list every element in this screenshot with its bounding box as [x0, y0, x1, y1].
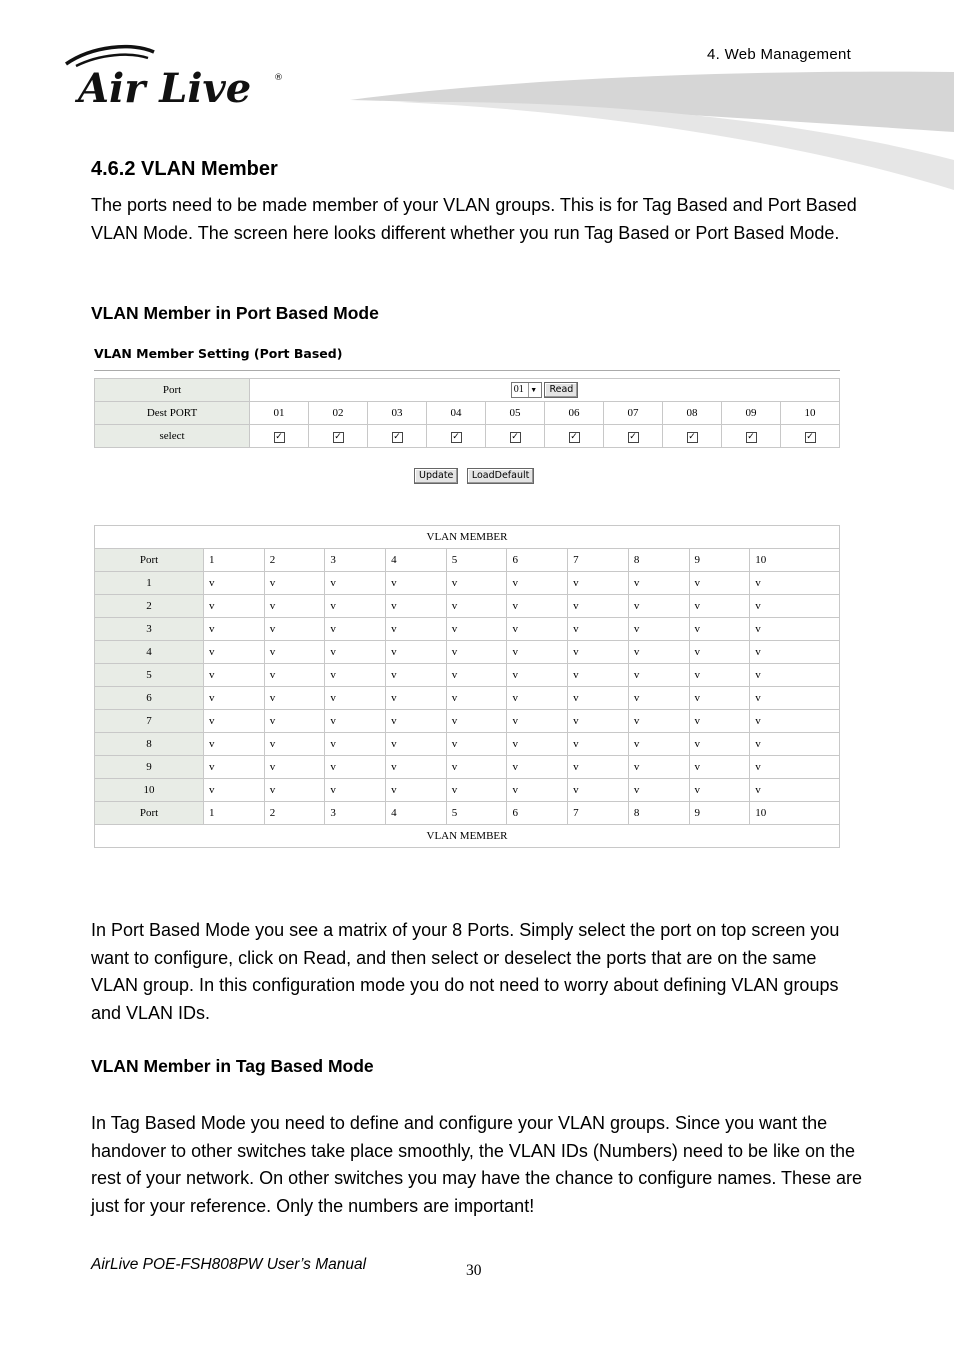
section-title: 4.6.2 VLAN Member	[91, 158, 278, 180]
matrix-cell: v	[204, 641, 265, 664]
read-button[interactable]: Read	[544, 382, 578, 398]
matrix-cell: v	[628, 618, 689, 641]
matrix-cell: v	[689, 595, 750, 618]
matrix-cell: v	[750, 618, 840, 641]
matrix-header-row	[95, 549, 840, 572]
matrix-column-header: 3	[325, 802, 386, 825]
matrix-cell: v	[507, 710, 568, 733]
matrix-cell: v	[750, 779, 840, 802]
port-based-paragraph: In Port Based Mode you see a matrix of your 8 Ports. Simply select the port on top screen you want to configure, click on Read, and then select or deselect the ports that are on the same VLAN group. In this configuration mode you do not need to worry about defining VLAN groups and VLAN IDs.	[91, 920, 840, 1023]
matrix-column-header: 2	[264, 802, 325, 825]
divider	[94, 370, 840, 371]
matrix-cell: v	[568, 572, 629, 595]
logo-wordmark: Air Live	[78, 65, 252, 110]
matrix-column-header: 1	[204, 802, 265, 825]
matrix-cell: v	[568, 664, 629, 687]
tag-based-paragraph: In Tag Based Mode you need to define and configure your VLAN groups. Since you want the handover to other switches take place smoothly, the VLAN IDs (Numbers) need to be like on the rest of your network. On other switches you may have the chance to configure names. These are just for your reference. Only the numbers are important!	[91, 1113, 863, 1216]
matrix-cell: v	[568, 687, 629, 710]
matrix-row-label: 4	[95, 641, 204, 664]
matrix-cell: v	[628, 641, 689, 664]
port-label: Port	[95, 379, 250, 402]
matrix-column-header: 9	[689, 802, 750, 825]
port-checkbox[interactable]: ✓	[570, 431, 578, 442]
matrix-cell: v	[750, 595, 840, 618]
matrix-cell: v	[628, 756, 689, 779]
matrix-column-header: 7	[568, 549, 629, 572]
port-checkbox[interactable]: ✓	[511, 431, 519, 442]
matrix-column-header: 1	[204, 549, 265, 572]
table-row	[95, 595, 840, 618]
matrix-cell: v	[507, 756, 568, 779]
select-cell	[663, 425, 722, 448]
table-row	[95, 779, 840, 802]
matrix-port-label: Port	[95, 549, 204, 572]
matrix-cell: v	[507, 733, 568, 756]
dest-port-cell: 08	[663, 402, 722, 425]
matrix-cell: v	[386, 733, 447, 756]
table-row	[95, 618, 840, 641]
footer-manual-title: AirLive POE-FSH808PW User’s Manual	[91, 1256, 367, 1273]
matrix-cell: v	[568, 618, 629, 641]
matrix-cell: v	[446, 618, 507, 641]
matrix-cell: v	[325, 618, 386, 641]
matrix-cell: v	[325, 641, 386, 664]
matrix-column-header: 2	[264, 549, 325, 572]
matrix-cell: v	[507, 618, 568, 641]
dest-port-label: Dest PORT	[95, 402, 250, 425]
select-cell	[545, 425, 604, 448]
page-number: 30	[466, 1262, 482, 1279]
matrix-cell: v	[264, 756, 325, 779]
matrix-cell: v	[446, 664, 507, 687]
select-cell	[722, 425, 781, 448]
dest-port-cell: 09	[722, 402, 781, 425]
matrix-cell: v	[204, 595, 265, 618]
matrix-row-label: 3	[95, 618, 204, 641]
matrix-cell: v	[750, 641, 840, 664]
matrix-cell: v	[446, 733, 507, 756]
matrix-cell: v	[628, 779, 689, 802]
matrix-cell: v	[204, 710, 265, 733]
dest-port-cell: 10	[781, 402, 840, 425]
matrix-cell: v	[386, 687, 447, 710]
port-select-value: 01	[513, 384, 524, 395]
matrix-column-header: 4	[386, 802, 447, 825]
select-cell	[604, 425, 663, 448]
matrix-column-header: 4	[386, 549, 447, 572]
matrix-cell: v	[689, 641, 750, 664]
matrix-cell: v	[750, 687, 840, 710]
select-row	[95, 425, 840, 448]
matrix-cell: v	[628, 595, 689, 618]
matrix-title: VLAN MEMBER	[95, 825, 840, 848]
select-cell	[250, 425, 309, 448]
matrix-cell: v	[264, 618, 325, 641]
matrix-cell: v	[325, 595, 386, 618]
port-select-cell	[250, 379, 840, 402]
matrix-cell: v	[264, 595, 325, 618]
port-checkbox[interactable]: ✓	[393, 431, 401, 442]
matrix-cell: v	[386, 779, 447, 802]
dest-port-cell: 06	[545, 402, 604, 425]
matrix-cell: v	[386, 710, 447, 733]
matrix-row-label: 6	[95, 687, 204, 710]
matrix-row-label: 2	[95, 595, 204, 618]
matrix-column-header: 3	[325, 549, 386, 572]
table-row	[95, 641, 840, 664]
matrix-column-header: 6	[507, 549, 568, 572]
matrix-cell: v	[689, 687, 750, 710]
matrix-cell: v	[325, 572, 386, 595]
matrix-header-row	[95, 802, 840, 825]
matrix-cell: v	[628, 687, 689, 710]
port-checkbox[interactable]: ✓	[806, 431, 814, 442]
airlive-logo	[62, 44, 292, 110]
table-row	[95, 664, 840, 687]
matrix-cell: v	[204, 733, 265, 756]
matrix-cell: v	[750, 664, 840, 687]
matrix-cell: v	[568, 710, 629, 733]
matrix-cell: v	[386, 756, 447, 779]
matrix-cell: v	[689, 756, 750, 779]
table-row	[95, 756, 840, 779]
matrix-cell: v	[325, 733, 386, 756]
matrix-cell: v	[264, 687, 325, 710]
port-checkbox[interactable]: ✓	[452, 431, 460, 442]
table-row	[95, 710, 840, 733]
matrix-cell: v	[264, 641, 325, 664]
matrix-column-header: 7	[568, 802, 629, 825]
matrix-column-header: 5	[446, 549, 507, 572]
port-select-row	[95, 379, 840, 402]
table-row	[95, 572, 840, 595]
matrix-column-header: 8	[628, 802, 689, 825]
select-cell	[368, 425, 427, 448]
matrix-cell: v	[568, 733, 629, 756]
matrix-row-label: 1	[95, 572, 204, 595]
table-row	[95, 733, 840, 756]
select-cell	[486, 425, 545, 448]
matrix-cell: v	[264, 572, 325, 595]
matrix-cell: v	[689, 710, 750, 733]
matrix-cell: v	[568, 641, 629, 664]
select-label: select	[95, 425, 250, 448]
matrix-column-header: 5	[446, 802, 507, 825]
port-checkbox[interactable]: ✓	[334, 431, 342, 442]
matrix-row-label: 8	[95, 733, 204, 756]
select-cell	[427, 425, 486, 448]
tag-based-heading: VLAN Member in Tag Based Mode	[91, 1056, 374, 1076]
svg-text:®: ®	[274, 73, 283, 83]
matrix-cell: v	[689, 664, 750, 687]
port-select[interactable]	[511, 382, 542, 398]
port-based-heading: VLAN Member in Port Based Mode	[91, 303, 379, 323]
matrix-cell: v	[325, 664, 386, 687]
port-checkbox[interactable]: ✓	[275, 431, 283, 442]
select-cell	[781, 425, 840, 448]
dest-port-cell: 02	[309, 402, 368, 425]
matrix-cell: v	[628, 572, 689, 595]
matrix-cell: v	[264, 733, 325, 756]
matrix-column-header: 6	[507, 802, 568, 825]
matrix-cell: v	[568, 595, 629, 618]
matrix-cell: v	[507, 595, 568, 618]
dest-port-cell: 01	[250, 402, 309, 425]
matrix-row-label: 5	[95, 664, 204, 687]
matrix-cell: v	[264, 664, 325, 687]
update-button[interactable]: Update	[414, 468, 458, 484]
port-checkbox[interactable]: ✓	[747, 431, 755, 442]
matrix-column-header: 9	[689, 549, 750, 572]
port-checkbox[interactable]: ✓	[688, 431, 696, 442]
matrix-cell: v	[446, 595, 507, 618]
matrix-cell: v	[507, 572, 568, 595]
matrix-cell: v	[628, 733, 689, 756]
matrix-cell: v	[507, 664, 568, 687]
vlan-member-setting-table	[94, 378, 840, 448]
matrix-title-row	[95, 526, 840, 549]
matrix-cell: v	[204, 572, 265, 595]
matrix-cell: v	[325, 779, 386, 802]
matrix-cell: v	[325, 756, 386, 779]
matrix-cell: v	[264, 779, 325, 802]
matrix-cell: v	[204, 687, 265, 710]
matrix-cell: v	[386, 595, 447, 618]
header-swoosh-graphic	[340, 60, 954, 200]
matrix-cell: v	[750, 733, 840, 756]
matrix-cell: v	[689, 572, 750, 595]
matrix-column-header: 8	[628, 549, 689, 572]
chevron-down-icon: ▼	[528, 383, 539, 397]
matrix-row-label: 10	[95, 779, 204, 802]
matrix-title: VLAN MEMBER	[95, 526, 840, 549]
matrix-cell: v	[507, 687, 568, 710]
chapter-header: 4. Web Management	[707, 46, 852, 63]
matrix-cell: v	[689, 779, 750, 802]
matrix-cell: v	[446, 779, 507, 802]
matrix-cell: v	[750, 710, 840, 733]
dest-port-cell: 03	[368, 402, 427, 425]
matrix-cell: v	[689, 733, 750, 756]
matrix-cell: v	[628, 710, 689, 733]
matrix-cell: v	[204, 779, 265, 802]
dest-port-cell: 05	[486, 402, 545, 425]
matrix-row-label: 9	[95, 756, 204, 779]
matrix-cell: v	[507, 641, 568, 664]
setting-title: VLAN Member Setting (Port Based)	[94, 346, 343, 361]
load-default-button[interactable]: LoadDefault	[467, 468, 535, 484]
matrix-cell: v	[446, 756, 507, 779]
matrix-column-header: 10	[750, 802, 840, 825]
matrix-row-label: 7	[95, 710, 204, 733]
matrix-cell: v	[750, 756, 840, 779]
dest-port-cell: 07	[604, 402, 663, 425]
matrix-cell: v	[386, 664, 447, 687]
dest-port-row	[95, 402, 840, 425]
matrix-cell: v	[204, 618, 265, 641]
matrix-cell: v	[204, 664, 265, 687]
matrix-cell: v	[568, 756, 629, 779]
matrix-port-label: Port	[95, 802, 204, 825]
matrix-column-header: 10	[750, 549, 840, 572]
matrix-cell: v	[325, 687, 386, 710]
vlan-member-matrix	[94, 525, 840, 848]
matrix-cell: v	[750, 572, 840, 595]
select-cell	[309, 425, 368, 448]
matrix-cell: v	[386, 641, 447, 664]
matrix-cell: v	[507, 779, 568, 802]
matrix-cell: v	[628, 664, 689, 687]
matrix-cell: v	[386, 618, 447, 641]
table-row	[95, 687, 840, 710]
matrix-cell: v	[204, 756, 265, 779]
matrix-cell: v	[264, 710, 325, 733]
intro-paragraph: The ports need to be made member of your VLAN groups. This is for Tag Based and Port Based VLAN Mode. The screen here looks different whether you run Tag Based or Port Based Mode.	[91, 195, 857, 243]
matrix-title-row	[95, 825, 840, 848]
matrix-cell: v	[386, 572, 447, 595]
port-checkbox[interactable]: ✓	[629, 431, 637, 442]
matrix-cell: v	[446, 687, 507, 710]
matrix-cell: v	[689, 618, 750, 641]
dest-port-cell: 04	[427, 402, 486, 425]
matrix-cell: v	[446, 710, 507, 733]
matrix-cell: v	[446, 572, 507, 595]
matrix-cell: v	[325, 710, 386, 733]
matrix-cell: v	[568, 779, 629, 802]
matrix-cell: v	[446, 641, 507, 664]
